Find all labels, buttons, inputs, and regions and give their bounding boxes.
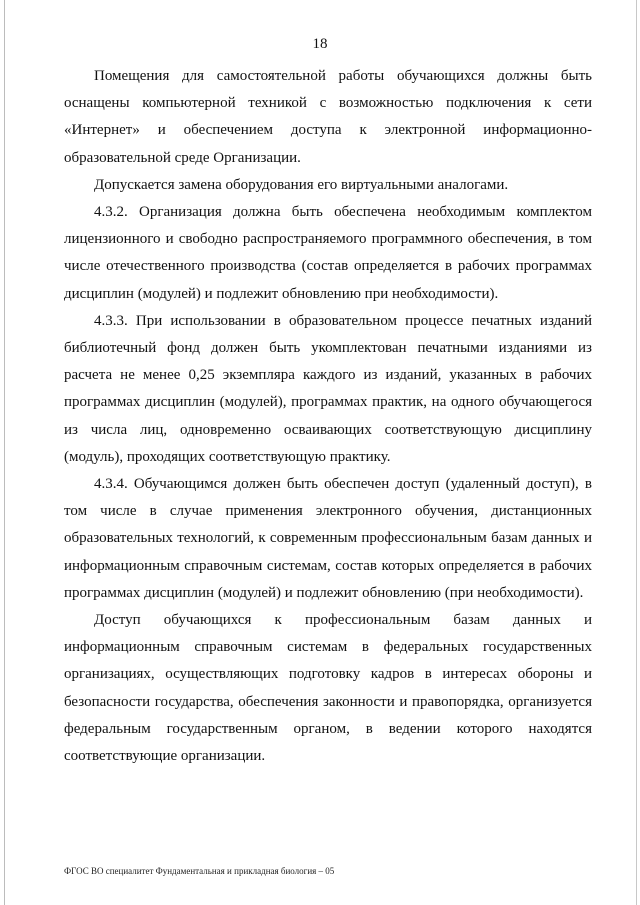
paragraph-4-3-2: 4.3.2. Организация должна быть обеспечена необходимым комплектом лицензионного и свободно распространяемого программного обеспечения, в том числе отечественного производства (состав определяется в рабочих программах дисциплин (модулей) и подлежит обновлению при необходимости). [64,204,592,302]
body-text [64,63,592,770]
paragraph-4-3-3: 4.3.3. При использовании в образовательном процессе печатных изданий библиотечный фонд должен быть укомплектован печатными изданиями из расчета не менее 0,25 экземпляра каждого из изданий, указанных в рабочих программах дисциплин (модулей), программах практик, на одного обучающегося из числа лиц, одновременно осваивающих соответствующую дисциплину (модуль), проходящих соответствующую практику. [64,312,592,465]
scan-edge-left [4,0,5,905]
paragraph-4-3-4: 4.3.4. Обучающимся должен быть обеспечен доступ (удаленный доступ), в том числе в случае применения электронного обучения, дистанционных образовательных технологий, к современным профессиональным базам данных и информационным справочным системам, состав которых определяется в рабочих программах дисциплин (модулей) и подлежит обновлению (при необходимости). [64,476,592,601]
scan-edge-right [636,0,637,905]
paragraph-virtual-analogs: Допускается замена оборудования его виртуальными аналогами. [94,176,509,193]
paragraph-access: Доступ обучающихся к профессиональным базам данных и информационным справочным системам в федеральных государственных организациях, осуществляющих подготовку кадров в интересах обороны и безопасности государства, обеспечения законности и правопорядка, организуется федеральным государственным органом, в ведении которого находятся соответствующие организации. [64,612,592,765]
page-footer: ФГОС ВО специалитет Фундаментальная и прикладная биология – 05 [64,866,335,876]
page-number: 18 [312,36,328,52]
paragraph-premises: Помещения для самостоятельной работы обучающихся должны быть оснащены компьютерной техникой с возможностью подключения к сети «Интернет» и обеспечением доступа к электронной информационно-образовательной среде Организации. [64,68,592,166]
